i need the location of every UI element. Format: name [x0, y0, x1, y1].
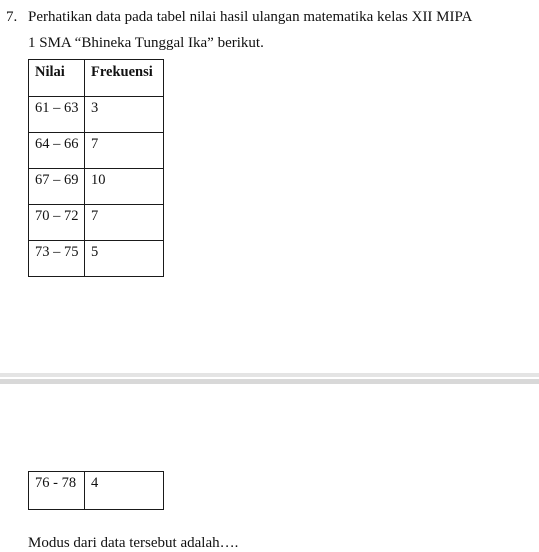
- header-frekuensi: Frekuensi: [85, 60, 164, 97]
- question-number: 7.: [6, 9, 18, 25]
- question-text-line-1: Perhatikan data pada tabel nilai hasil ulangan matematika kelas XII MIPA: [28, 9, 473, 25]
- extra-frequency-table: [28, 471, 164, 510]
- table-row: [29, 97, 164, 133]
- cell-frekuensi: 3: [85, 97, 164, 133]
- cell-nilai: 64 – 66: [29, 133, 85, 169]
- table-row: [29, 169, 164, 205]
- cell-nilai: 76 - 78: [29, 472, 85, 510]
- cell-frekuensi: 4: [85, 472, 164, 510]
- table-row: [29, 133, 164, 169]
- question-prompt: Modus dari data tersebut adalah….: [28, 535, 239, 551]
- question-text-line-2: 1 SMA “Bhineka Tunggal Ika” berikut.: [28, 35, 264, 51]
- cell-nilai: 70 – 72: [29, 205, 85, 241]
- cell-frekuensi: 7: [85, 133, 164, 169]
- cell-frekuensi: 10: [85, 169, 164, 205]
- cell-nilai: 67 – 69: [29, 169, 85, 205]
- table-header-row: [29, 60, 164, 97]
- header-nilai: Nilai: [29, 60, 85, 97]
- table-row: [29, 205, 164, 241]
- page-divider: [0, 373, 539, 384]
- cell-frekuensi: 7: [85, 205, 164, 241]
- table-row: [29, 472, 164, 510]
- cell-frekuensi: 5: [85, 241, 164, 277]
- cell-nilai: 61 – 63: [29, 97, 85, 133]
- cell-nilai: 73 – 75: [29, 241, 85, 277]
- frequency-table: [28, 59, 164, 277]
- table-row: [29, 241, 164, 277]
